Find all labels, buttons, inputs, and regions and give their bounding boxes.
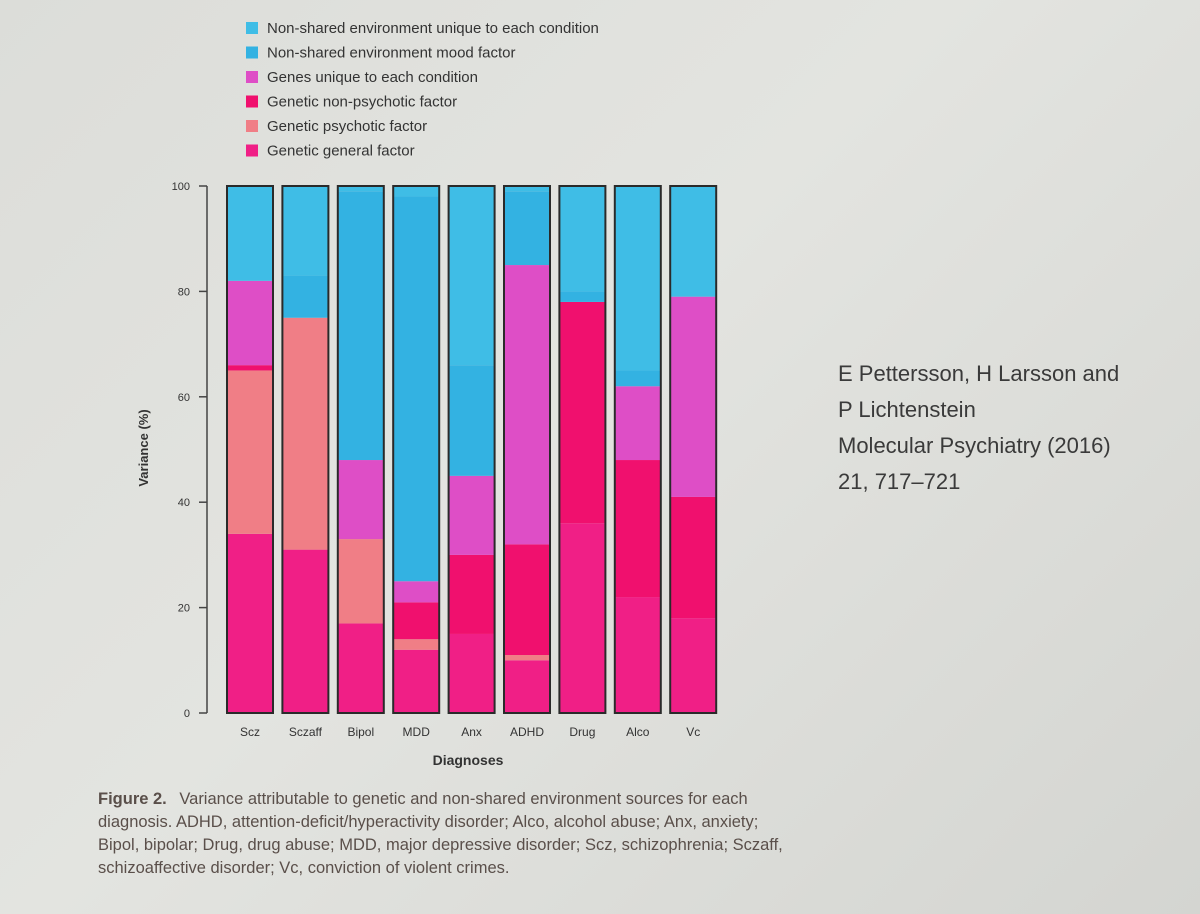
bar-segment-genes-unique-to-each-condition — [338, 460, 384, 539]
legend-label: Non-shared environment unique to each condition — [267, 20, 599, 37]
figure-label: Figure 2. — [98, 790, 167, 808]
bar-stack-adhd — [504, 186, 550, 713]
bar-segment-genetic-psychotic-factor — [504, 655, 550, 660]
bar-segment-genetic-psychotic-factor — [227, 370, 273, 533]
legend-item-genetic-psychotic-factor — [246, 118, 427, 135]
bar-stack-anx — [449, 186, 495, 713]
y-axis-label: Variance (%) — [136, 409, 151, 487]
bar-segment-genetic-psychotic-factor — [393, 639, 439, 650]
bar-segment-genetic-non-psychotic-factor — [670, 497, 716, 618]
legend-label: Genetic psychotic factor — [267, 118, 428, 135]
bar-stack-bipol — [338, 186, 384, 713]
legend-swatch — [246, 22, 258, 34]
bar-segment-genetic-non-psychotic-factor — [559, 302, 605, 523]
bars-group — [227, 186, 716, 713]
bar-segment-genetic-non-psychotic-factor — [504, 544, 550, 655]
citation-authors-line1: E Pettersson, H Larsson and — [838, 361, 1120, 386]
y-tick-label: 100 — [171, 181, 190, 193]
y-tick-label: 20 — [177, 602, 190, 615]
legend-label: Genetic non-psychotic factor — [267, 93, 458, 111]
x-tick-label-bipol: Bipol — [347, 725, 375, 739]
bar-stack-mdd — [393, 186, 439, 713]
bar-segment-non-shared-environment-unique-to-each-condition — [393, 186, 439, 197]
bar-segment-genetic-general-factor — [670, 618, 716, 713]
bar-segment-genetic-non-psychotic-factor — [393, 602, 439, 639]
bar-segment-non-shared-environment-mood-factor — [449, 365, 495, 476]
citation-volume-pages: 21, 717–721 — [838, 469, 961, 494]
bar-stack-scz — [227, 186, 273, 713]
bar-segment-non-shared-environment-unique-to-each-condition — [227, 186, 273, 281]
legend-swatch — [246, 47, 258, 59]
bar-segment-genetic-general-factor — [615, 597, 661, 713]
x-tick-label-adhd: ADHD — [509, 725, 545, 739]
bar-segment-genetic-psychotic-factor — [338, 539, 384, 623]
bar-segment-non-shared-environment-mood-factor — [338, 191, 384, 460]
x-tick-label-drug: Drug — [569, 725, 596, 739]
figure-caption — [98, 788, 788, 880]
legend-label: Genes unique to each condition — [267, 69, 478, 86]
legend-swatch — [246, 96, 258, 108]
bar-segment-genetic-general-factor — [449, 634, 495, 713]
legend-swatch — [246, 120, 258, 132]
bar-stack-alco — [615, 186, 661, 713]
citation-authors-line2: P Lichtenstein — [838, 397, 976, 422]
x-axis-label: Diagnoses — [432, 752, 504, 768]
legend-item-genes-unique-to-each-condition — [246, 69, 478, 86]
bar-segment-genetic-general-factor — [504, 660, 550, 713]
legend-item-non-shared-environment-mood-factor — [246, 45, 515, 62]
chart-legend — [246, 20, 599, 160]
bar-segment-genes-unique-to-each-condition — [504, 265, 550, 544]
bar-segment-non-shared-environment-unique-to-each-condition — [449, 186, 495, 365]
bar-segment-non-shared-environment-mood-factor — [559, 291, 605, 302]
bar-segment-non-shared-environment-mood-factor — [282, 276, 328, 318]
bar-segment-genetic-non-psychotic-factor — [227, 365, 273, 370]
legend-item-non-shared-environment-unique-to-each-condition — [246, 20, 599, 37]
bar-segment-genetic-general-factor — [338, 623, 384, 713]
bar-segment-non-shared-environment-unique-to-each-condition — [559, 186, 605, 291]
citation-journal: Molecular Psychiatry (2016) — [838, 433, 1111, 458]
bar-segment-non-shared-environment-mood-factor — [393, 197, 439, 582]
legend-swatch — [246, 71, 258, 83]
bar-segment-genetic-general-factor — [393, 650, 439, 713]
bar-stack-sczaff — [282, 186, 328, 713]
figure-caption-text: Variance attributable to genetic and non-shared environment sources for each diagnosis. ADHD, attention-deficit/hyperactivity disorder; Alco, alcohol abuse; Anx, anxiety; Bipol, bipolar; Drug, drug abuse; MDD, major depressive disorder; Scz, schizophrenia; Sczaff, schizoaffective disorder; Vc, conviction of violent crimes. — [98, 790, 783, 877]
bar-segment-genes-unique-to-each-condition — [393, 581, 439, 602]
bar-segment-genetic-general-factor — [559, 523, 605, 713]
bar-segment-genetic-general-factor — [227, 534, 273, 713]
bar-segment-genes-unique-to-each-condition — [615, 386, 661, 460]
x-tick-label-anx: Anx — [461, 725, 482, 739]
legend-swatch — [246, 145, 258, 157]
x-tick-label-vc: Vc — [686, 725, 701, 739]
bar-segment-non-shared-environment-unique-to-each-condition — [615, 186, 661, 370]
x-tick-label-scz: Scz — [239, 725, 261, 739]
y-tick-label: 80 — [177, 286, 190, 299]
bar-segment-genes-unique-to-each-condition — [449, 476, 495, 555]
bar-segment-genetic-general-factor — [282, 550, 328, 713]
x-tick-label-sczaff: Sczaff — [288, 725, 322, 739]
legend-item-genetic-general-factor — [246, 143, 415, 160]
y-tick-label: 40 — [177, 497, 190, 510]
x-tick-label-alco: Alco — [626, 725, 650, 739]
bar-segment-genetic-psychotic-factor — [282, 318, 328, 550]
bar-segment-non-shared-environment-unique-to-each-condition — [282, 186, 328, 276]
y-axis — [172, 181, 207, 720]
legend-item-genetic-non-psychotic-factor — [246, 94, 457, 111]
y-tick-label: 60 — [177, 391, 190, 404]
x-axis — [240, 725, 700, 739]
bar-segment-non-shared-environment-unique-to-each-condition — [670, 186, 716, 297]
bar-stack-vc — [670, 186, 716, 713]
bar-segment-genes-unique-to-each-condition — [670, 297, 716, 497]
x-tick-label-mdd: MDD — [402, 725, 430, 739]
bar-segment-genetic-non-psychotic-factor — [449, 555, 495, 634]
citation-block — [838, 356, 1190, 500]
bar-segment-non-shared-environment-mood-factor — [615, 370, 661, 386]
y-tick-label: 0 — [183, 708, 190, 720]
bar-segment-genes-unique-to-each-condition — [227, 281, 273, 365]
legend-label: Non-shared environment mood factor — [267, 44, 516, 62]
legend-label: Genetic general factor — [267, 142, 415, 160]
bar-stack-drug — [559, 186, 605, 713]
bar-segment-non-shared-environment-mood-factor — [504, 191, 550, 265]
bar-segment-genetic-non-psychotic-factor — [615, 460, 661, 597]
